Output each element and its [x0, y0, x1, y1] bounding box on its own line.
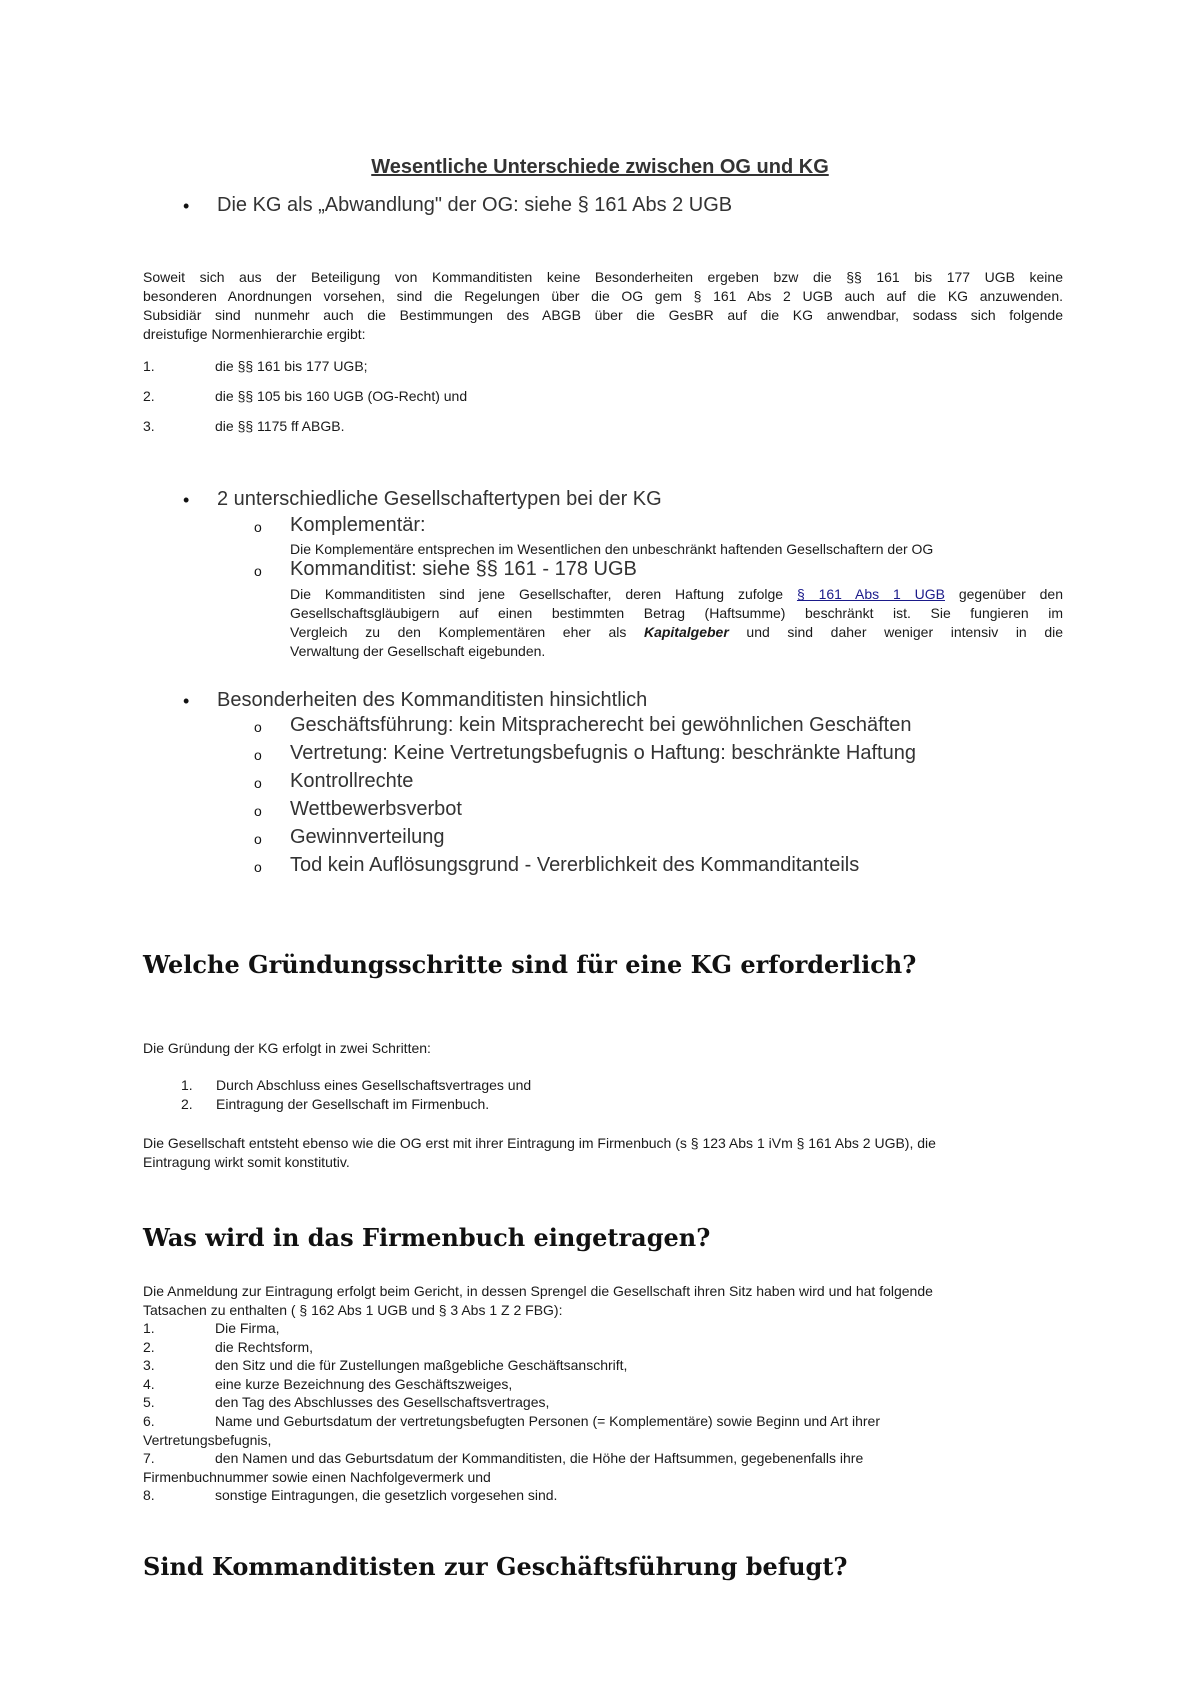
kommanditist-description	[290, 585, 1063, 661]
list-number: 2.	[181, 1096, 193, 1112]
description-text: Vergleich zu den Komplementären eher als	[290, 624, 627, 640]
list-number: 1.	[143, 358, 155, 374]
list-item: sonstige Eintragungen, die gesetzlich vorgesehen sind.	[215, 1487, 558, 1504]
outro-line: Die Gesellschaft entsteht ebenso wie die OG erst mit ihrer Eintragung im Firmenbuch (s § 123 Abs 1 iVm § 161 Abs 2 UGB), die	[143, 1135, 936, 1151]
list-item: den Namen und das Geburtsdatum der Kommanditisten, die Höhe der Haftsummen, gegebenenfalls ihre	[215, 1450, 864, 1467]
description-text: gegenüber den	[958, 586, 1064, 602]
paragraph-line: Soweit sich aus der Beteiligung von Kommanditisten keine Besonderheiten ergeben bzw die §§ 161 bis 177 UGB keine	[143, 269, 1063, 285]
law-link[interactable]: § 161 Abs 1 UGB	[796, 586, 945, 602]
besonderheit-item: Wettbewerbsverbot	[290, 798, 462, 820]
outro-line: Eintragung wirkt somit konstitutiv.	[143, 1154, 350, 1170]
list-row	[143, 1468, 880, 1487]
list-item-continued: Vertretungsbefugnis,	[143, 1431, 272, 1448]
intro-line: Tatsachen zu enthalten ( § 162 Abs 1 UGB und § 3 Abs 1 Z 2 FBG):	[143, 1301, 563, 1318]
list-item: Name und Geburtsdatum der vertretungsbefugten Personen (= Komplementäre) sowie Beginn und Art ihrer	[215, 1412, 880, 1429]
list-row	[143, 1431, 880, 1450]
komplementaer-label: Komplementär:	[290, 514, 426, 536]
besonderheit-item: Tod kein Auflösungsgrund - Vererblichkeit des Kommanditanteils	[290, 854, 860, 876]
circle-bullet-icon: o	[254, 563, 262, 579]
list-row	[143, 1393, 880, 1412]
geschaeftsfuehrung-heading: Sind Kommanditisten zur Geschäftsführung befugt?	[143, 1552, 848, 1581]
section1-bullet: Die KG als „Abwandlung" der OG: siehe § 161 Abs 2 UGB	[217, 194, 733, 216]
description-text: und sind daher weniger intensiv in die	[746, 624, 1064, 640]
paragraph-line: Subsidiär sind nunmehr auch die Bestimmungen des ABGB über die GesBR auf die KG anwendbar, sodass sich folgende	[143, 307, 1063, 323]
besonderheit-item: Vertretung: Keine Vertretungsbefugnis o Haftung: beschränkte Haftung	[290, 742, 916, 764]
bullet-icon: •	[183, 196, 190, 216]
section1-paragraph	[143, 268, 1063, 344]
circle-bullet-icon: o	[254, 519, 262, 535]
list-item: die Rechtsform,	[215, 1338, 314, 1355]
section3-bullet: Besonderheiten des Kommanditisten hinsichtlich	[217, 689, 648, 711]
paragraph-line: dreistufige Normenhierarchie ergibt:	[143, 326, 366, 342]
description-line	[290, 623, 1063, 642]
list-row	[143, 1319, 880, 1338]
list-item: Die Firma,	[215, 1320, 280, 1336]
list-row	[143, 1486, 880, 1505]
list-item: eine kurze Bezeichnung des Geschäftszweiges,	[215, 1375, 513, 1392]
bullet-icon: •	[183, 490, 190, 510]
firmenbuch-heading: Was wird in das Firmenbuch eingetragen?	[143, 1223, 711, 1252]
komplementaer-description: Die Komplementäre entsprechen im Wesentlichen den unbeschränkt haftenden Gesellschaftern der OG	[290, 541, 934, 557]
list-item: die §§ 161 bis 177 UGB;	[215, 358, 368, 374]
list-row	[143, 1375, 880, 1394]
list-row	[143, 1449, 880, 1468]
list-number: 8.	[143, 1487, 155, 1504]
list-number: 1.	[181, 1077, 193, 1093]
gruendung-outro	[143, 1134, 1073, 1172]
list-number: 6.	[143, 1412, 155, 1429]
firmenbuch-intro	[143, 1282, 1073, 1319]
list-item-continued: Firmenbuchnummer sowie einen Nachfolgevermerk und	[143, 1468, 491, 1485]
description-text: Die Kommanditisten sind jene Gesellschafter, deren Haftung zufolge	[290, 586, 784, 602]
circle-bullet-icon: o	[254, 803, 262, 819]
list-row	[143, 1356, 880, 1375]
list-number: 1.	[143, 1320, 155, 1336]
list-item: die §§ 1175 ff ABGB.	[215, 418, 345, 434]
circle-bullet-icon: o	[254, 747, 262, 763]
list-item: die §§ 105 bis 160 UGB (OG-Recht) und	[215, 388, 468, 404]
list-item: den Sitz und die für Zustellungen maßgebliche Geschäftsanschrift,	[215, 1357, 628, 1374]
list-number: 3.	[143, 1357, 155, 1374]
description-line	[290, 585, 1063, 604]
description-line: Gesellschaftsgläubigern auf einen bestimmten Betrag (Haftsumme) beschränkt ist. Sie fungieren im	[290, 605, 1063, 621]
list-row	[143, 1338, 880, 1357]
list-item: Durch Abschluss eines Gesellschaftsvertrages und	[216, 1077, 532, 1093]
description-line: Verwaltung der Gesellschaft eigebunden.	[290, 643, 546, 659]
list-number: 2.	[143, 388, 155, 404]
kommanditist-label: Kommanditist: siehe §§ 161 - 178 UGB	[290, 558, 637, 580]
besonderheit-item: Gewinnverteilung	[290, 826, 445, 848]
firmenbuch-list	[143, 1319, 880, 1505]
section2-bullet: 2 unterschiedliche Gesellschaftertypen bei der KG	[217, 488, 662, 510]
bullet-icon: •	[183, 691, 190, 711]
list-item: den Tag des Abschlusses des Gesellschaftsvertrages,	[215, 1394, 550, 1411]
list-number: 3.	[143, 418, 155, 434]
besonderheit-item: Geschäftsführung: kein Mitspracherecht bei gewöhnlichen Geschäften	[290, 714, 912, 736]
gruendung-intro: Die Gründung der KG erfolgt in zwei Schritten:	[143, 1040, 431, 1056]
list-number: 5.	[143, 1394, 155, 1411]
paragraph-line: besonderen Anordnungen vorsehen, sind die Regelungen über die OG gem § 161 Abs 2 UGB auch auf die KG anzuwenden.	[143, 288, 1063, 304]
list-number: 2.	[143, 1338, 155, 1355]
list-item: Eintragung der Gesellschaft im Firmenbuch.	[216, 1096, 490, 1112]
list-row	[143, 1412, 880, 1431]
circle-bullet-icon: o	[254, 859, 262, 875]
list-number: 7.	[143, 1450, 155, 1467]
besonderheit-item: Kontrollrechte	[290, 770, 414, 792]
circle-bullet-icon: o	[254, 719, 262, 735]
circle-bullet-icon: o	[254, 775, 262, 791]
kapitalgeber-emphasis: Kapitalgeber	[643, 624, 729, 640]
list-number: 4.	[143, 1375, 155, 1392]
circle-bullet-icon: o	[254, 831, 262, 847]
gruendung-heading: Welche Gründungsschritte sind für eine KG erforderlich?	[143, 950, 917, 979]
intro-line: Die Anmeldung zur Eintragung erfolgt beim Gericht, in dessen Sprengel die Gesellschaft ihren Sitz haben wird und hat folgende	[143, 1283, 933, 1299]
document-title: Wesentliche Unterschiede zwischen OG und KG	[371, 156, 829, 178]
